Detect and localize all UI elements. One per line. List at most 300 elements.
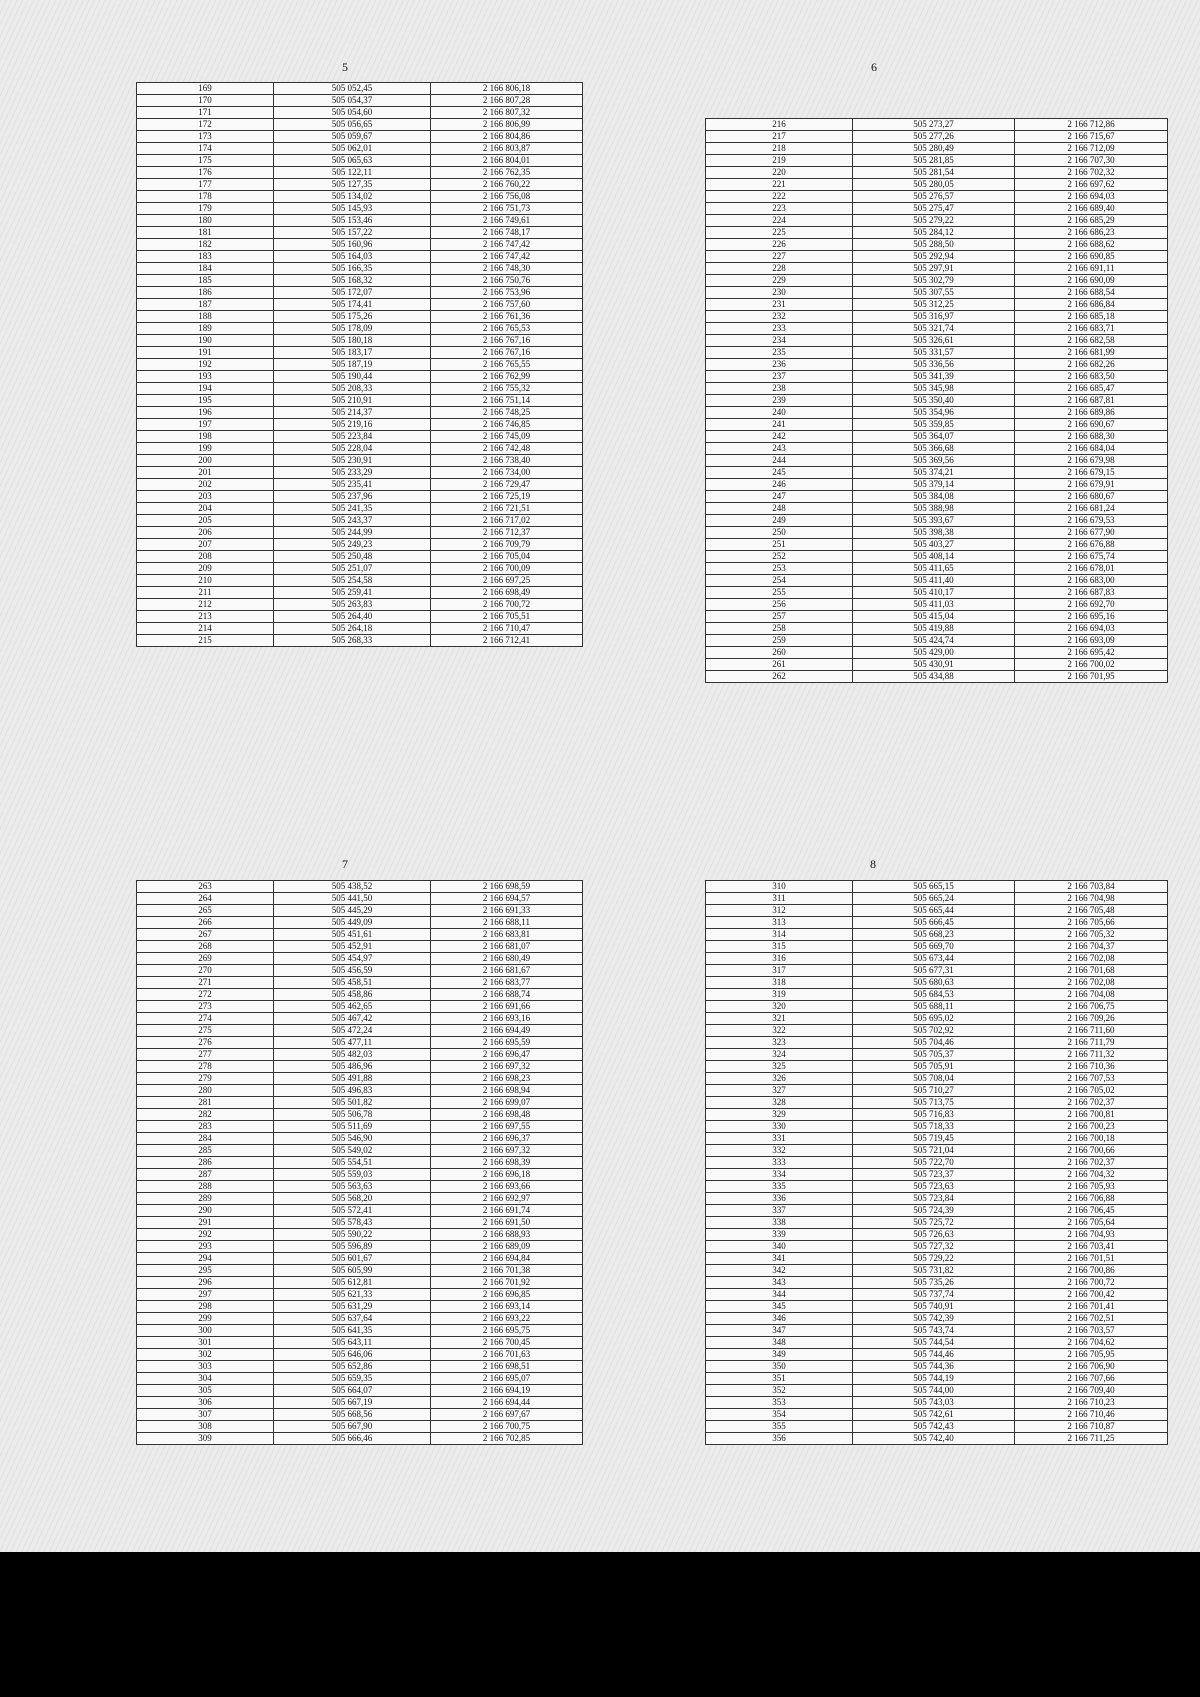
y-coordinate: 2 166 710,87 [1015, 1421, 1168, 1433]
y-coordinate: 2 166 683,00 [1015, 575, 1168, 587]
point-number: 318 [706, 977, 853, 989]
y-coordinate: 2 166 690,67 [1015, 419, 1168, 431]
coordinates-table-page-8 [705, 880, 1168, 1445]
y-coordinate: 2 166 692,97 [431, 1193, 583, 1205]
x-coordinate: 505 723,63 [853, 1181, 1015, 1193]
x-coordinate: 505 292,94 [853, 251, 1015, 263]
y-coordinate: 2 166 709,79 [431, 539, 583, 551]
x-coordinate: 505 384,08 [853, 491, 1015, 503]
coordinates-table-page-5 [136, 82, 583, 647]
y-coordinate: 2 166 700,81 [1015, 1109, 1168, 1121]
point-number: 343 [706, 1277, 853, 1289]
table-row [706, 347, 1168, 359]
x-coordinate: 505 742,39 [853, 1313, 1015, 1325]
y-coordinate: 2 166 717,02 [431, 515, 583, 527]
x-coordinate: 505 264,40 [274, 611, 431, 623]
table-row [137, 443, 583, 455]
y-coordinate: 2 166 696,18 [431, 1169, 583, 1181]
y-coordinate: 2 166 712,37 [431, 527, 583, 539]
x-coordinate: 505 722,70 [853, 1157, 1015, 1169]
point-number: 199 [137, 443, 274, 455]
y-coordinate: 2 166 711,25 [1015, 1433, 1168, 1445]
point-number: 277 [137, 1049, 274, 1061]
x-coordinate: 505 704,46 [853, 1037, 1015, 1049]
y-coordinate: 2 166 701,92 [431, 1277, 583, 1289]
point-number: 354 [706, 1409, 853, 1421]
point-number: 209 [137, 563, 274, 575]
x-coordinate: 505 719,45 [853, 1133, 1015, 1145]
table-row [706, 1049, 1168, 1061]
x-coordinate: 505 237,96 [274, 491, 431, 503]
y-coordinate: 2 166 688,62 [1015, 239, 1168, 251]
x-coordinate: 505 214,37 [274, 407, 431, 419]
x-coordinate: 505 208,33 [274, 383, 431, 395]
point-number: 301 [137, 1337, 274, 1349]
table-row [706, 1313, 1168, 1325]
x-coordinate: 505 744,36 [853, 1361, 1015, 1373]
x-coordinate: 505 612,81 [274, 1277, 431, 1289]
x-coordinate: 505 472,24 [274, 1025, 431, 1037]
point-number: 323 [706, 1037, 853, 1049]
y-coordinate: 2 166 700,02 [1015, 659, 1168, 671]
table-row [706, 179, 1168, 191]
table-row [706, 1085, 1168, 1097]
x-coordinate: 505 233,29 [274, 467, 431, 479]
table-row [706, 167, 1168, 179]
point-number: 238 [706, 383, 853, 395]
table-row [137, 371, 583, 383]
y-coordinate: 2 166 711,60 [1015, 1025, 1168, 1037]
table-row [706, 455, 1168, 467]
x-coordinate: 505 350,40 [853, 395, 1015, 407]
y-coordinate: 2 166 711,79 [1015, 1037, 1168, 1049]
y-coordinate: 2 166 712,41 [431, 635, 583, 647]
y-coordinate: 2 166 700,18 [1015, 1133, 1168, 1145]
y-coordinate: 2 166 696,47 [431, 1049, 583, 1061]
point-number: 257 [706, 611, 853, 623]
table-row [137, 1289, 583, 1301]
table-row [706, 1361, 1168, 1373]
table-row [137, 83, 583, 95]
point-number: 261 [706, 659, 853, 671]
point-number: 247 [706, 491, 853, 503]
point-number: 245 [706, 467, 853, 479]
point-number: 334 [706, 1169, 853, 1181]
table-row [706, 905, 1168, 917]
x-coordinate: 505 601,67 [274, 1253, 431, 1265]
table-row [706, 1169, 1168, 1181]
point-number: 185 [137, 275, 274, 287]
table-row [706, 1397, 1168, 1409]
table-row [137, 479, 583, 491]
x-coordinate: 505 277,26 [853, 131, 1015, 143]
y-coordinate: 2 166 679,15 [1015, 467, 1168, 479]
y-coordinate: 2 166 685,18 [1015, 311, 1168, 323]
y-coordinate: 2 166 693,09 [1015, 635, 1168, 647]
y-coordinate: 2 166 679,91 [1015, 479, 1168, 491]
scan-border-band [0, 1552, 1200, 1697]
point-number: 258 [706, 623, 853, 635]
table-row [706, 1061, 1168, 1073]
x-coordinate: 505 388,98 [853, 503, 1015, 515]
table-row [706, 467, 1168, 479]
table-row [706, 551, 1168, 563]
point-number: 330 [706, 1121, 853, 1133]
x-coordinate: 505 549,02 [274, 1145, 431, 1157]
point-number: 320 [706, 1001, 853, 1013]
point-number: 211 [137, 587, 274, 599]
table-row [137, 881, 583, 893]
y-coordinate: 2 166 681,24 [1015, 503, 1168, 515]
x-coordinate: 505 284,12 [853, 227, 1015, 239]
point-number: 254 [706, 575, 853, 587]
table-row [137, 335, 583, 347]
y-coordinate: 2 166 712,09 [1015, 143, 1168, 155]
table-row [706, 1205, 1168, 1217]
table-row [706, 989, 1168, 1001]
point-number: 242 [706, 431, 853, 443]
y-coordinate: 2 166 683,81 [431, 929, 583, 941]
point-number: 274 [137, 1013, 274, 1025]
table-row [137, 359, 583, 371]
table-row [706, 575, 1168, 587]
x-coordinate: 505 249,23 [274, 539, 431, 551]
table-row [706, 419, 1168, 431]
table-row [706, 1301, 1168, 1313]
point-number: 269 [137, 953, 274, 965]
x-coordinate: 505 491,88 [274, 1073, 431, 1085]
table-row [706, 407, 1168, 419]
point-number: 190 [137, 335, 274, 347]
x-coordinate: 505 725,72 [853, 1217, 1015, 1229]
x-coordinate: 505 056,65 [274, 119, 431, 131]
table-row [706, 1421, 1168, 1433]
x-coordinate: 505 172,07 [274, 287, 431, 299]
x-coordinate: 505 263,83 [274, 599, 431, 611]
x-coordinate: 505 219,16 [274, 419, 431, 431]
y-coordinate: 2 166 695,42 [1015, 647, 1168, 659]
page-number-8: 8 [870, 857, 876, 871]
point-number: 241 [706, 419, 853, 431]
table-row [706, 563, 1168, 575]
table-row [137, 1025, 583, 1037]
x-coordinate: 505 230,91 [274, 455, 431, 467]
point-number: 175 [137, 155, 274, 167]
x-coordinate: 505 659,35 [274, 1373, 431, 1385]
table-row [706, 503, 1168, 515]
table-row [137, 167, 583, 179]
table-row [137, 419, 583, 431]
x-coordinate: 505 424,74 [853, 635, 1015, 647]
y-coordinate: 2 166 751,73 [431, 203, 583, 215]
table-row [706, 251, 1168, 263]
x-coordinate: 505 456,59 [274, 965, 431, 977]
table-row [137, 539, 583, 551]
table-row [706, 1229, 1168, 1241]
table-row [706, 431, 1168, 443]
table-row [137, 1073, 583, 1085]
y-coordinate: 2 166 694,44 [431, 1397, 583, 1409]
table-row [706, 311, 1168, 323]
x-coordinate: 505 744,19 [853, 1373, 1015, 1385]
table-row [137, 1241, 583, 1253]
table-row [137, 1157, 583, 1169]
table-row [706, 395, 1168, 407]
table-row [137, 1373, 583, 1385]
point-number: 223 [706, 203, 853, 215]
y-coordinate: 2 166 687,83 [1015, 587, 1168, 599]
y-coordinate: 2 166 700,72 [1015, 1277, 1168, 1289]
point-number: 218 [706, 143, 853, 155]
point-number: 208 [137, 551, 274, 563]
table-row [706, 647, 1168, 659]
table-row [137, 905, 583, 917]
x-coordinate: 505 744,00 [853, 1385, 1015, 1397]
y-coordinate: 2 166 701,51 [1015, 1253, 1168, 1265]
point-number: 336 [706, 1193, 853, 1205]
table-row [137, 1097, 583, 1109]
x-coordinate: 505 742,61 [853, 1409, 1015, 1421]
point-number: 342 [706, 1265, 853, 1277]
x-coordinate: 505 174,41 [274, 299, 431, 311]
y-coordinate: 2 166 702,08 [1015, 977, 1168, 989]
point-number: 310 [706, 881, 853, 893]
point-number: 286 [137, 1157, 274, 1169]
point-number: 349 [706, 1349, 853, 1361]
point-number: 270 [137, 965, 274, 977]
y-coordinate: 2 166 703,41 [1015, 1241, 1168, 1253]
point-number: 327 [706, 1085, 853, 1097]
coordinates-table-page-7 [136, 880, 583, 1445]
y-coordinate: 2 166 715,67 [1015, 131, 1168, 143]
table-row [706, 893, 1168, 905]
point-number: 282 [137, 1109, 274, 1121]
y-coordinate: 2 166 678,01 [1015, 563, 1168, 575]
y-coordinate: 2 166 683,50 [1015, 371, 1168, 383]
x-coordinate: 505 259,41 [274, 587, 431, 599]
table-row [137, 929, 583, 941]
y-coordinate: 2 166 702,85 [431, 1433, 583, 1445]
y-coordinate: 2 166 692,70 [1015, 599, 1168, 611]
y-coordinate: 2 166 710,36 [1015, 1061, 1168, 1073]
point-number: 186 [137, 287, 274, 299]
point-number: 188 [137, 311, 274, 323]
point-number: 240 [706, 407, 853, 419]
y-coordinate: 2 166 748,17 [431, 227, 583, 239]
x-coordinate: 505 280,05 [853, 179, 1015, 191]
point-number: 217 [706, 131, 853, 143]
x-coordinate: 505 280,49 [853, 143, 1015, 155]
point-number: 311 [706, 893, 853, 905]
x-coordinate: 505 664,07 [274, 1385, 431, 1397]
table-row [706, 587, 1168, 599]
table-row [137, 119, 583, 131]
table-row [706, 1337, 1168, 1349]
x-coordinate: 505 408,14 [853, 551, 1015, 563]
y-coordinate: 2 166 697,32 [431, 1061, 583, 1073]
x-coordinate: 505 554,51 [274, 1157, 431, 1169]
table-row [137, 275, 583, 287]
point-number: 333 [706, 1157, 853, 1169]
point-number: 292 [137, 1229, 274, 1241]
x-coordinate: 505 251,07 [274, 563, 431, 575]
x-coordinate: 505 187,19 [274, 359, 431, 371]
point-number: 319 [706, 989, 853, 1001]
x-coordinate: 505 374,21 [853, 467, 1015, 479]
point-number: 236 [706, 359, 853, 371]
y-coordinate: 2 166 767,16 [431, 335, 583, 347]
point-number: 272 [137, 989, 274, 1001]
y-coordinate: 2 166 755,32 [431, 383, 583, 395]
y-coordinate: 2 166 704,37 [1015, 941, 1168, 953]
point-number: 315 [706, 941, 853, 953]
table-row [706, 1121, 1168, 1133]
point-number: 345 [706, 1301, 853, 1313]
x-coordinate: 505 572,41 [274, 1205, 431, 1217]
y-coordinate: 2 166 679,98 [1015, 455, 1168, 467]
point-number: 250 [706, 527, 853, 539]
x-coordinate: 505 438,52 [274, 881, 431, 893]
point-number: 324 [706, 1049, 853, 1061]
point-number: 304 [137, 1373, 274, 1385]
x-coordinate: 505 307,55 [853, 287, 1015, 299]
table-row [137, 551, 583, 563]
point-number: 356 [706, 1433, 853, 1445]
x-coordinate: 505 742,40 [853, 1433, 1015, 1445]
point-number: 284 [137, 1133, 274, 1145]
point-number: 237 [706, 371, 853, 383]
y-coordinate: 2 166 750,76 [431, 275, 583, 287]
x-coordinate: 505 273,27 [853, 119, 1015, 131]
table-row [706, 1217, 1168, 1229]
table-row [706, 359, 1168, 371]
point-number: 279 [137, 1073, 274, 1085]
point-number: 339 [706, 1229, 853, 1241]
point-number: 297 [137, 1289, 274, 1301]
y-coordinate: 2 166 688,93 [431, 1229, 583, 1241]
point-number: 215 [137, 635, 274, 647]
table-row [137, 311, 583, 323]
y-coordinate: 2 166 695,75 [431, 1325, 583, 1337]
point-number: 243 [706, 443, 853, 455]
y-coordinate: 2 166 760,22 [431, 179, 583, 191]
x-coordinate: 505 160,96 [274, 239, 431, 251]
table-row [137, 563, 583, 575]
point-number: 294 [137, 1253, 274, 1265]
x-coordinate: 505 721,04 [853, 1145, 1015, 1157]
x-coordinate: 505 702,92 [853, 1025, 1015, 1037]
y-coordinate: 2 166 683,77 [431, 977, 583, 989]
x-coordinate: 505 250,48 [274, 551, 431, 563]
table-row [706, 635, 1168, 647]
point-number: 280 [137, 1085, 274, 1097]
x-coordinate: 505 723,37 [853, 1169, 1015, 1181]
x-coordinate: 505 668,23 [853, 929, 1015, 941]
x-coordinate: 505 145,93 [274, 203, 431, 215]
table-row [706, 977, 1168, 989]
table-row [706, 1409, 1168, 1421]
x-coordinate: 505 180,18 [274, 335, 431, 347]
table-row [137, 965, 583, 977]
y-coordinate: 2 166 704,32 [1015, 1169, 1168, 1181]
x-coordinate: 505 153,46 [274, 215, 431, 227]
x-coordinate: 505 467,42 [274, 1013, 431, 1025]
point-number: 337 [706, 1205, 853, 1217]
point-number: 348 [706, 1337, 853, 1349]
x-coordinate: 505 726,63 [853, 1229, 1015, 1241]
x-coordinate: 505 744,46 [853, 1349, 1015, 1361]
x-coordinate: 505 666,45 [853, 917, 1015, 929]
y-coordinate: 2 166 706,45 [1015, 1205, 1168, 1217]
point-number: 340 [706, 1241, 853, 1253]
y-coordinate: 2 166 806,18 [431, 83, 583, 95]
y-coordinate: 2 166 747,42 [431, 239, 583, 251]
y-coordinate: 2 166 765,55 [431, 359, 583, 371]
y-coordinate: 2 166 690,09 [1015, 275, 1168, 287]
point-number: 201 [137, 467, 274, 479]
x-coordinate: 505 546,90 [274, 1133, 431, 1145]
table-row [137, 107, 583, 119]
table-row [137, 1013, 583, 1025]
y-coordinate: 2 166 757,60 [431, 299, 583, 311]
point-number: 174 [137, 143, 274, 155]
table-row [137, 1277, 583, 1289]
table-row [706, 215, 1168, 227]
x-coordinate: 505 410,17 [853, 587, 1015, 599]
point-number: 204 [137, 503, 274, 515]
y-coordinate: 2 166 694,03 [1015, 191, 1168, 203]
table-row [137, 131, 583, 143]
point-number: 251 [706, 539, 853, 551]
point-number: 288 [137, 1181, 274, 1193]
x-coordinate: 505 445,29 [274, 905, 431, 917]
point-number: 313 [706, 917, 853, 929]
y-coordinate: 2 166 696,85 [431, 1289, 583, 1301]
x-coordinate: 505 723,84 [853, 1193, 1015, 1205]
point-number: 351 [706, 1373, 853, 1385]
point-number: 322 [706, 1025, 853, 1037]
x-coordinate: 505 695,02 [853, 1013, 1015, 1025]
table-row [137, 1169, 583, 1181]
y-coordinate: 2 166 747,42 [431, 251, 583, 263]
table-row [137, 1121, 583, 1133]
y-coordinate: 2 166 699,07 [431, 1097, 583, 1109]
point-number: 195 [137, 395, 274, 407]
point-number: 178 [137, 191, 274, 203]
x-coordinate: 505 359,85 [853, 419, 1015, 431]
point-number: 182 [137, 239, 274, 251]
table-row [706, 203, 1168, 215]
point-number: 187 [137, 299, 274, 311]
point-number: 229 [706, 275, 853, 287]
y-coordinate: 2 166 710,46 [1015, 1409, 1168, 1421]
point-number: 252 [706, 551, 853, 563]
x-coordinate: 505 713,75 [853, 1097, 1015, 1109]
table-row [137, 893, 583, 905]
point-number: 193 [137, 371, 274, 383]
point-number: 287 [137, 1169, 274, 1181]
y-coordinate: 2 166 762,99 [431, 371, 583, 383]
x-coordinate: 505 127,35 [274, 179, 431, 191]
y-coordinate: 2 166 675,74 [1015, 551, 1168, 563]
point-number: 216 [706, 119, 853, 131]
y-coordinate: 2 166 767,16 [431, 347, 583, 359]
y-coordinate: 2 166 685,29 [1015, 215, 1168, 227]
x-coordinate: 505 059,67 [274, 131, 431, 143]
y-coordinate: 2 166 806,99 [431, 119, 583, 131]
table-row [137, 1145, 583, 1157]
y-coordinate: 2 166 681,99 [1015, 347, 1168, 359]
